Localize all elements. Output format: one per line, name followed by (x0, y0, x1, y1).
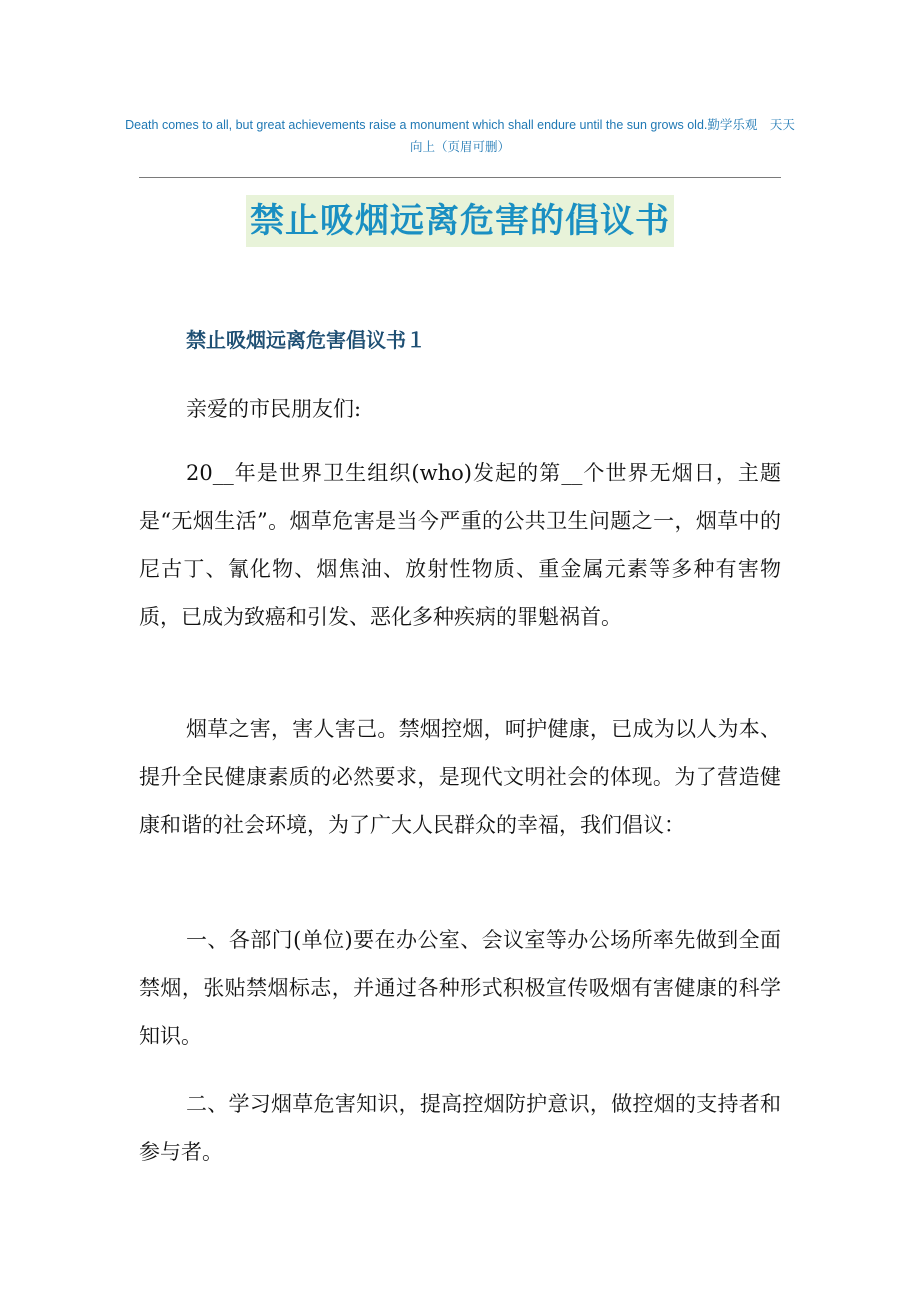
title-container (0, 195, 920, 247)
paragraph-2: 烟草之害，害人害己。禁烟控烟，呵护健康，已成为以人为本、提升全民健康素质的必然要求，是现代文明社会的体现。为了营造健康和谐的社会环境，为了广大人民群众的幸福，我们倡议： (139, 717, 781, 837)
section-heading: 禁止吸烟远离危害倡议书１ (186, 328, 426, 352)
header-divider (139, 177, 781, 178)
paragraph-4: 二、学习烟草危害知识，提高控烟防护意识，做控烟的支持者和参与者。 (139, 1092, 781, 1164)
paragraph-1: 20__年是世界卫生组织(who)发起的第__个世界无烟日，主题是“无烟生活”。烟草危害是当今严重的公共卫生问题之一，烟草中的尼古丁、氰化物、烟焦油、放射性物质、重金属元素等多种有害物质，已成为致癌和引发、恶化多种疾病的罪魁祸首。 (139, 461, 781, 629)
greeting-line: 亲爱的市民朋友们: (186, 397, 362, 421)
paragraph-3: 一、各部门(单位)要在办公室、会议室等办公场所率先做到全面禁烟，张贴禁烟标志，并通过各种形式积极宣传吸烟有害健康的科学知识。 (139, 928, 781, 1048)
document-title: 禁止吸烟远离危害的倡议书 (246, 195, 674, 247)
page-header-note: Death comes to all, but great achievements raise a monument which shall endure until the sun grows old.勤学乐观 天天向上（页眉可删） (125, 118, 795, 154)
